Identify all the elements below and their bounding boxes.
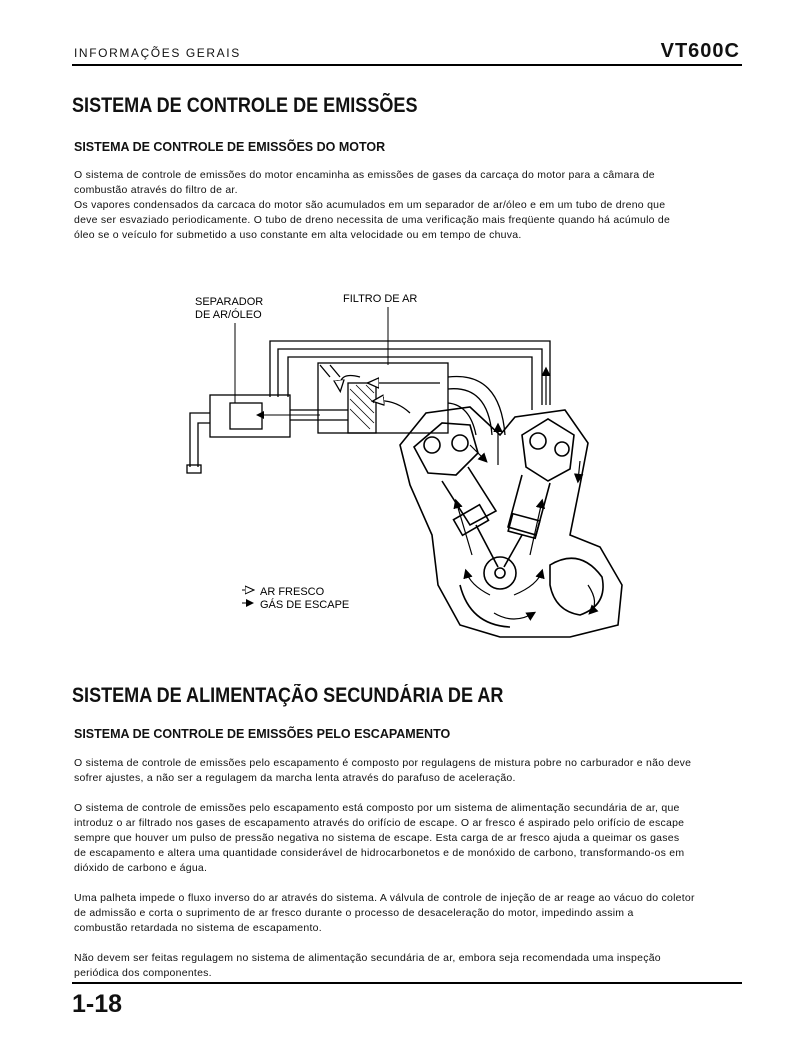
legend-fresh: AR FRESCO (260, 586, 325, 598)
exhaust-flow-arrows (456, 369, 595, 619)
text-line: periódica dos componentes. (74, 967, 212, 979)
header-model: VT600C (660, 40, 740, 62)
text-line: de admissão e corta o suprimento de ar fresco durante o processo de desaceleração do motor, impedindo assim a (74, 907, 634, 919)
text-line: introduz o ar filtrado nos gases de escapamento através do orifício de escape. O ar fresco é aspirado pelo orifício de escape (74, 817, 685, 829)
section2-title: SISTEMA DE ALIMENTAÇÃO SECUNDÁRIA DE AR (72, 684, 504, 707)
text-line: O sistema de controle de emissões do motor encaminha as emissões de gases da carcaça do motor para a câmara de (74, 169, 655, 181)
text-line: óleo se o veículo for submetido a uso constante em alta velocidade ou em tempo de chuva. (74, 229, 522, 241)
text-line: de escapamento e altera uma quantidade considerável de hidrocarbonetos e de monóxido de carbono, transformando-os em (74, 847, 685, 859)
section2-subtitle: SISTEMA DE CONTROLE DE EMISSÕES PELO ESCAPAMENTO (74, 727, 451, 741)
text-line: Os vapores condensados da carcaca do motor são acumulados em um separador de ar/óleo e em um tubo de dreno que (74, 199, 666, 211)
text-line: combustão retardada no sistema de escapamento. (74, 922, 322, 934)
breather-diagram-svg (170, 285, 650, 660)
section1-text (74, 168, 746, 243)
label-separator-2: DE AR/ÓLEO (195, 309, 262, 321)
text-line: Uma palheta impede o fluxo inverso do ar através do sistema. A válvula de controle de injeção de ar reage ao vácuo do coletor (74, 892, 695, 904)
text-line: dióxido de carbono e água. (74, 862, 208, 874)
filter-element (350, 385, 374, 429)
text-line: sofrer ajustes, a não ser a regulagem da marcha lenta através do parafuso de aceleração. (74, 772, 516, 784)
legend-exhaust: GÁS DE ESCAPE (260, 599, 350, 611)
text-line: Não devem ser feitas regulagem no sistema de alimentação secundária de ar, embora seja recomendada uma inspeção (74, 952, 661, 964)
engine-block (400, 407, 622, 637)
intake-runners (448, 376, 505, 435)
footer-rule (72, 982, 742, 984)
section1-title: SISTEMA DE CONTROLE DE EMISSÕES (72, 94, 418, 117)
page-number: 1-18 (72, 990, 123, 1018)
section2-text (74, 756, 746, 981)
text-line: deve ser esvaziado periodicamente. O tubo de dreno necessita de uma verificação mais freqüente quando há acúmulo de (74, 214, 671, 226)
header-section: INFORMAÇÕES GERAIS (74, 46, 241, 60)
diagram-legend (242, 586, 349, 611)
label-separator-1: SEPARADOR (195, 296, 264, 308)
text-line: sempre que houver um pulso de pressão negativa no sistema de escape. Esta carga de ar fresco ajuda a queimar os gases (74, 832, 680, 844)
text-line: combustão através do filtro de ar. (74, 184, 238, 196)
section1-subtitle: SISTEMA DE CONTROLE DE EMISSÕES DO MOTOR (74, 140, 386, 154)
breather-diagram (170, 285, 650, 660)
text-line: O sistema de controle de emissões pelo escapamento está composto por um sistema de alimentação secundária de ar, que (74, 802, 680, 814)
header-rule (72, 64, 742, 66)
text-line: O sistema de controle de emissões pelo escapamento é composto por regulagens de mistura pobre no carburador e não deve (74, 757, 692, 769)
label-filter: FILTRO DE AR (343, 293, 418, 305)
